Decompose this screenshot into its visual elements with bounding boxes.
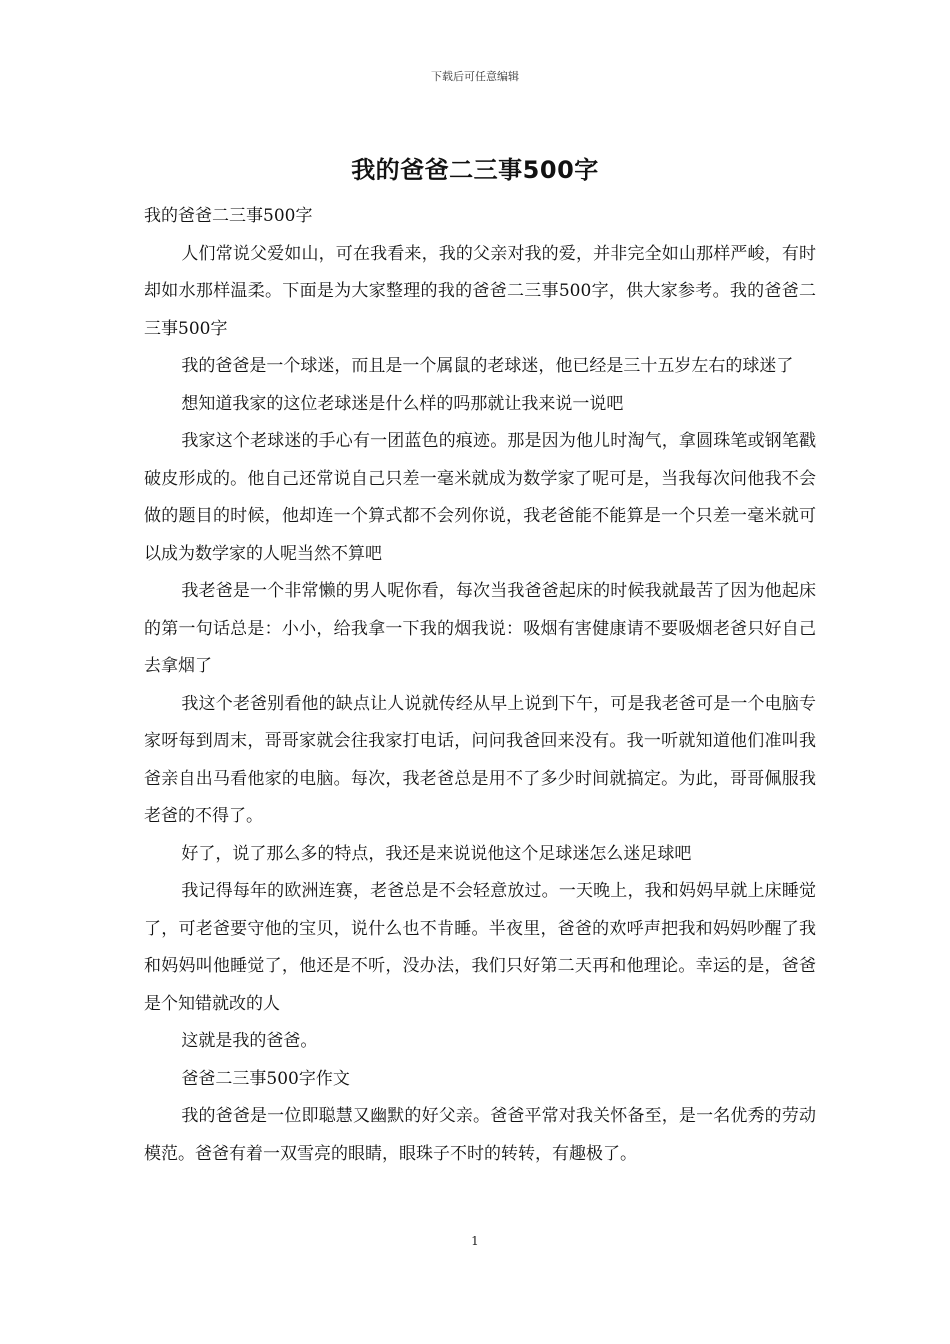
- paragraph: 我家这个老球迷的手心有一团蓝色的痕迹。那是因为他儿时淘气，拿圆珠笔或钢笔戳破皮形成的。他自己还常说自己只差一毫米就成为数学家了呢可是，当我每次问他我不会做的题目的时候，他却连一个算式都不会列你说，我老爸能不能算是一个只差一毫米就可以成为数学家的人呢当然不算吧: [144, 431, 816, 564]
- paragraph: 人们常说父爱如山，可在我看来，我的父亲对我的爱，并非完全如山那样严峻，有时却如水那样温柔。下面是为大家整理的我的爸爸二三事500字，供大家参考。我的爸爸二三事500字: [144, 243, 816, 339]
- paragraph-subtitle: 我的爸爸二三事500字: [144, 206, 313, 226]
- document-body: [144, 198, 816, 1173]
- paragraph: 我的爸爸是一位即聪慧又幽默的好父亲。爸爸平常对我关怀备至，是一名优秀的劳动模范。爸爸有着一双雪亮的眼睛，眼珠子不时的转转，有趣极了。: [144, 1106, 816, 1164]
- paragraph: 我这个老爸别看他的缺点让人说就传经从早上说到下午，可是我老爸可是一个电脑专家呀每到周末，哥哥家就会往我家打电话，问问我爸回来没有。我一听就知道他们准叫我爸亲自出马看他家的电脑。每次，我老爸总是用不了多少时间就搞定。为此，哥哥佩服我老爸的不得了。: [144, 693, 816, 826]
- paragraph: 想知道我家的这位老球迷是什么样的吗那就让我来说一说吧: [181, 393, 624, 414]
- page-header-note: 下载后可任意编辑: [431, 70, 519, 83]
- paragraph: 我的爸爸是一个球迷，而且是一个属鼠的老球迷，他已经是三十五岁左右的球迷了: [181, 356, 794, 376]
- document-title: 我的爸爸二三事500字: [351, 156, 599, 184]
- paragraph: 这就是我的爸爸。: [181, 1031, 318, 1051]
- paragraph: 我记得每年的欧洲连赛，老爸总是不会轻意放过。一天晚上，我和妈妈早就上床睡觉了，可老爸要守他的宝贝，说什么也不肯睡。半夜里，爸爸的欢呼声把我和妈妈吵醒了我和妈妈叫他睡觉了，他还是不听，没办法，我们只好第二天再和他理论。幸运的是，爸爸是个知错就改的人: [144, 881, 816, 1014]
- paragraph: 好了，说了那么多的特点，我还是来说说他这个足球迷怎么迷足球吧: [181, 843, 692, 864]
- paragraph-section-heading: 爸爸二三事500字作文: [181, 1068, 350, 1089]
- paragraph: 我老爸是一个非常懒的男人呢你看，每次当我爸爸起床的时候我就最苦了因为他起床的第一句话总是：小小，给我拿一下我的烟我说：吸烟有害健康请不要吸烟老爸只好自己去拿烟了: [144, 581, 816, 676]
- page-number: 1: [471, 1234, 479, 1248]
